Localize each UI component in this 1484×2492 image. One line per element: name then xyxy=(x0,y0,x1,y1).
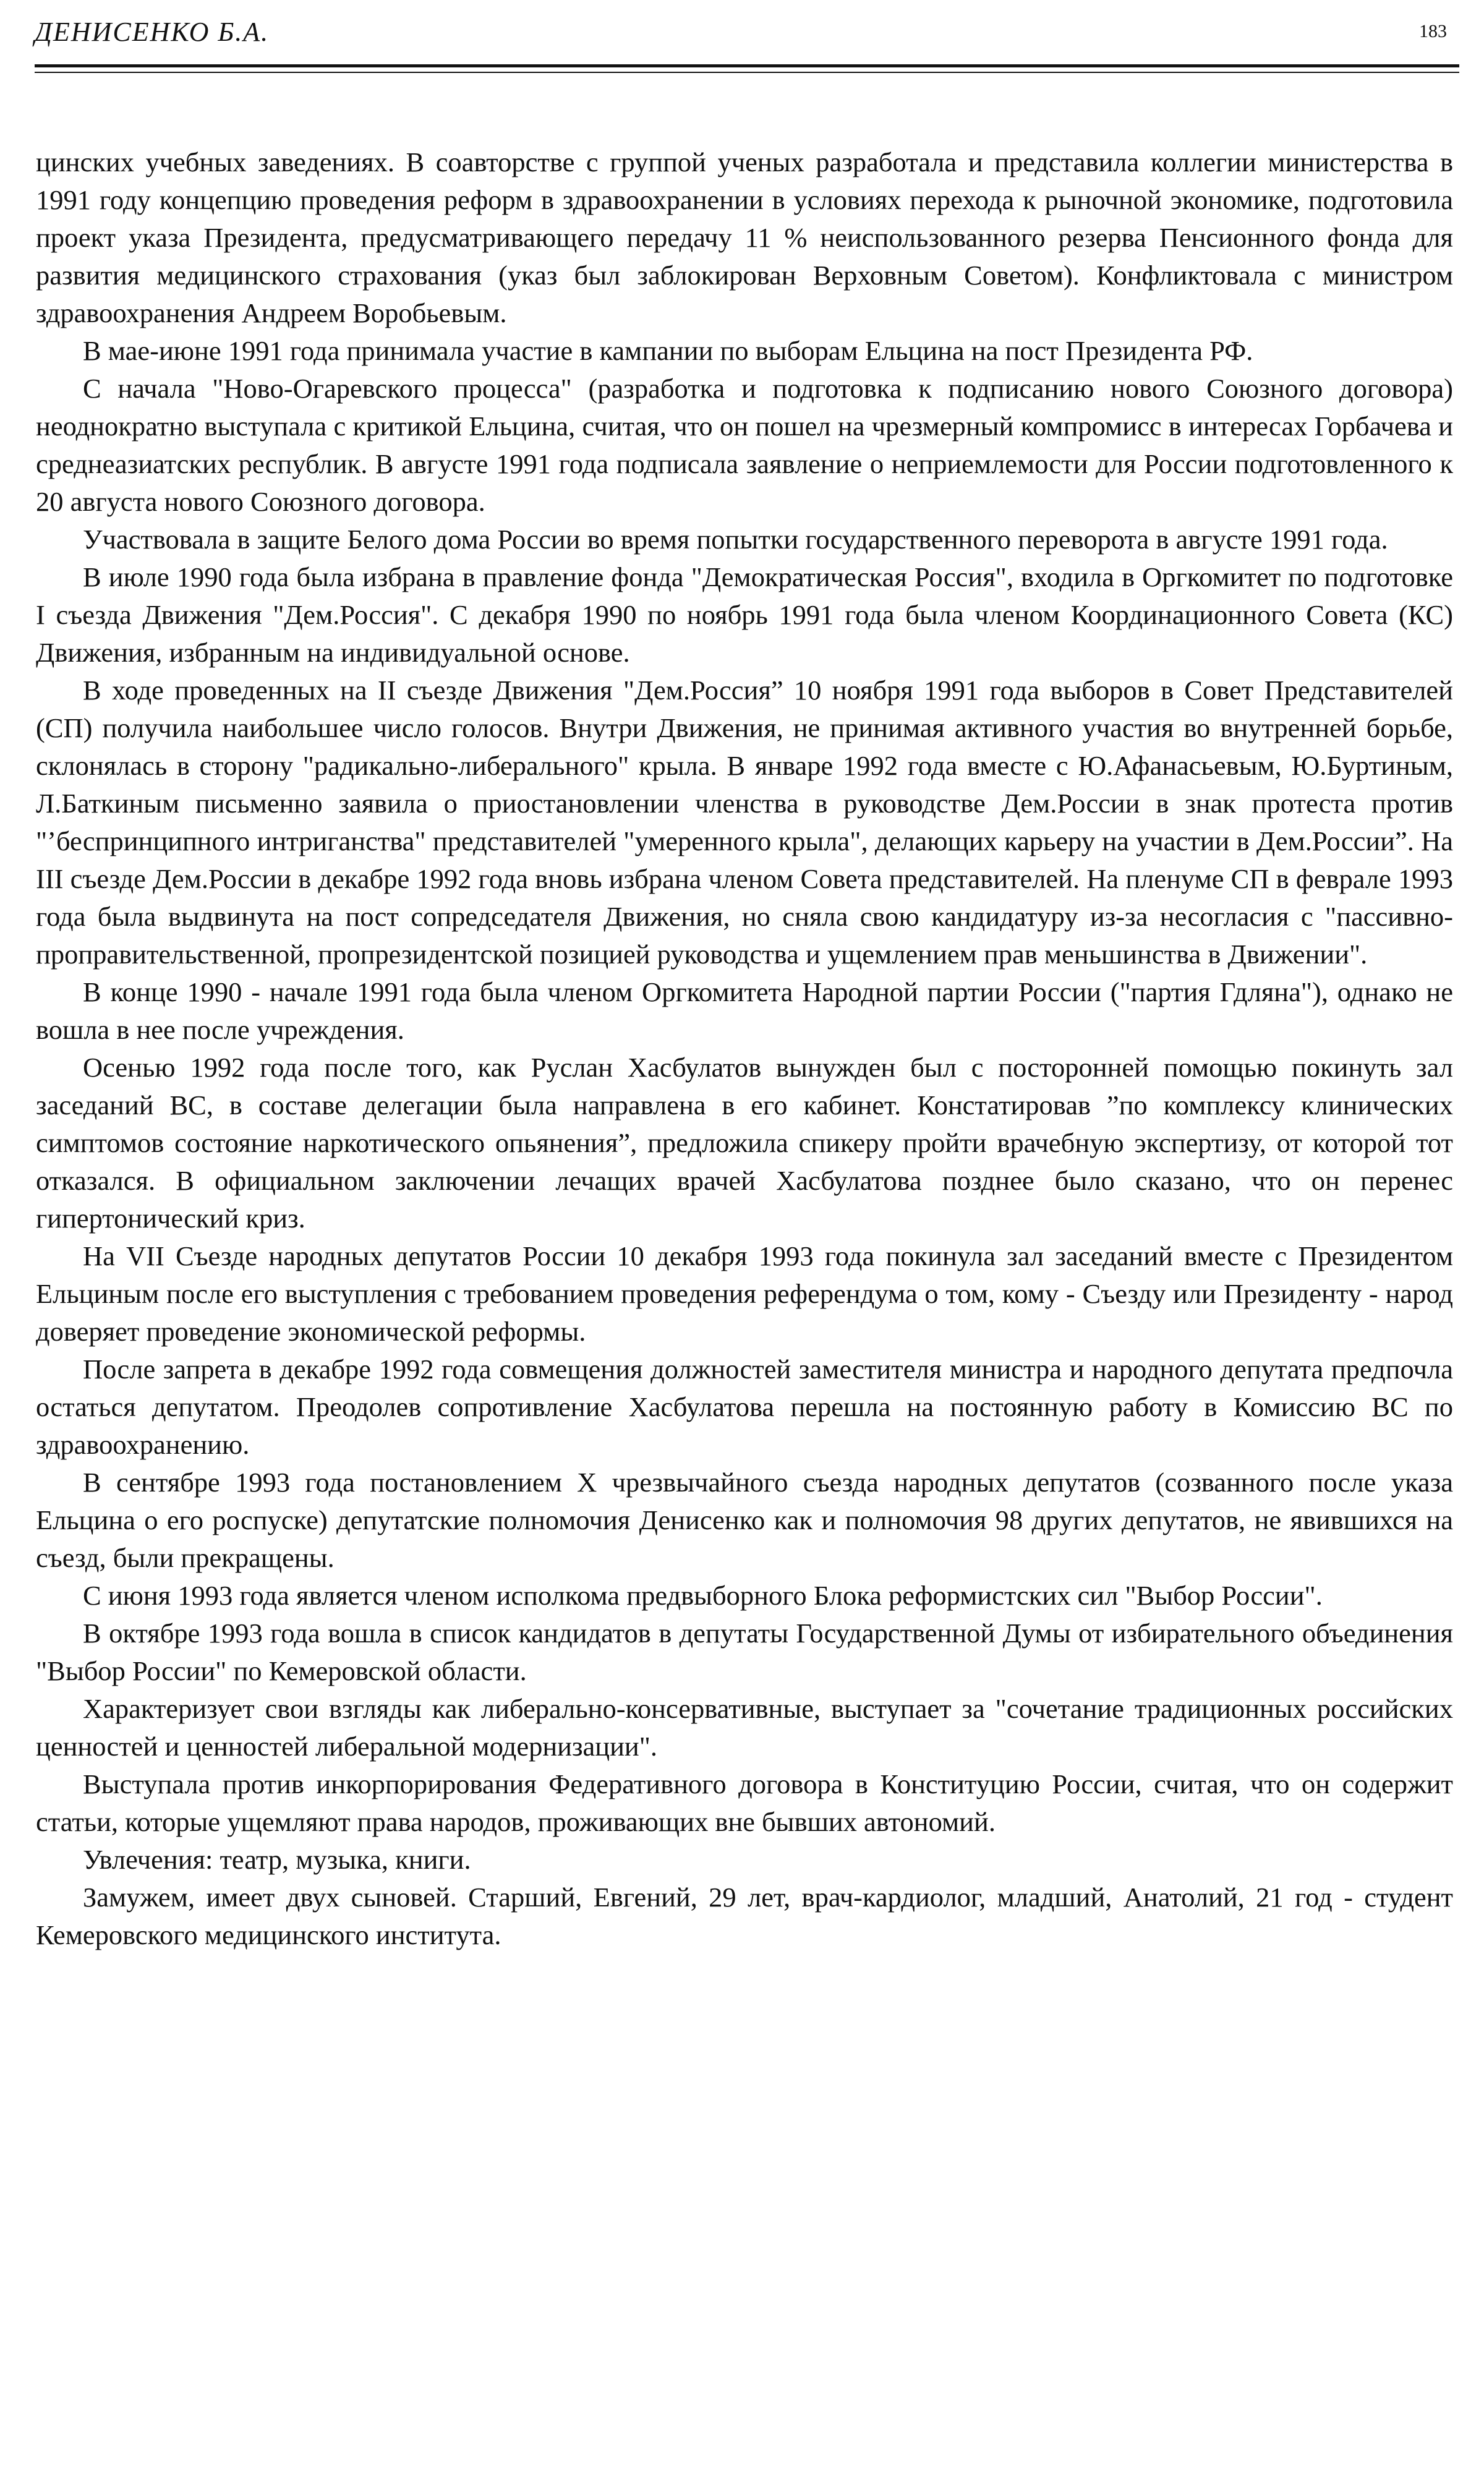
paragraph: В мае-июне 1991 года принимала участие в кампании по выборам Ельцина на пост Президента РФ. xyxy=(83,335,1253,366)
article-body xyxy=(36,143,1453,1954)
paragraph: Увлечения: театр, музыка, книги. xyxy=(83,1844,471,1875)
paragraph: Осенью 1992 года после того, как Руслан Хасбулатов вынужден был с посторонней помощью покинуть зал заседаний ВС, в составе делегации была направлена в его кабинет. Констатировав ”по комплексу клинических симптомов состояние наркотического опьянения”, предложила спикеру пройти врачебную экспертизу, от которой тот отказался. В официальном заключении лечащих врачей Хасбулатова позднее было сказано, что он перенес гипертонический криз. xyxy=(36,1052,1453,1234)
page-number: 183 xyxy=(1419,21,1447,41)
paragraph: Выступала против инкорпорирования Федеративного договора в Конституцию России, считая, что он содержит статьи, которые ущемляют права народов, проживающих вне бывших автономий. xyxy=(36,1769,1453,1837)
header-rule-thick xyxy=(35,64,1459,67)
paragraph: В октябре 1993 года вошла в список кандидатов в депутаты Государственной Думы от избирательного объединения "Выбор России" по Кемеровской области. xyxy=(36,1618,1453,1686)
paragraph: Характеризует свои взгляды как либерально-консервативные, выступает за "сочетание традиционных российских ценностей и ценностей либеральной модернизации". xyxy=(36,1693,1453,1762)
paragraph: Замужем, имеет двух сыновей. Старший, Евгений, 29 лет, врач-кардиолог, младший, Анатолий, 21 год - студент Кемеровского медицинского института. xyxy=(36,1882,1453,1950)
paragraph: На VII Съезде народных депутатов России 10 декабря 1993 года покинула зал заседаний вместе с Президентом Ельциным после его выступления с требованием проведения референдума о том, кому - Съезду или Президенту - народ доверяет проведение экономической реформы. xyxy=(36,1240,1453,1347)
paragraph: С июня 1993 года является членом исполкома предвыборного Блока реформистских сил "Выбор России". xyxy=(83,1580,1323,1611)
paragraph: цинских учебных заведениях. В соавторстве с группой ученых разработала и представила коллегии министерства в 1991 году концепцию проведения реформ в здравоохранении в условиях перехода к рыночной экономике, подготовила проект указа Президента, предусматривающего передачу 11 % неиспользованного резерва Пенсионного фонда для развития медицинского страхования (указ был заблокирован Верховным Советом). Конфликтовала с министром здравоохранения Андреем Воробьевым. xyxy=(36,147,1453,328)
paragraph: После запрета в декабре 1992 года совмещения должностей заместителя министра и народного депутата предпочла остаться депутатом. Преодолев сопротивление Хасбулатова перешла на постоянную работу в Комиссию ВС по здравоохранению. xyxy=(36,1354,1453,1460)
paragraph: В ходе проведенных на II съезде Движения "Дем.Россия” 10 ноября 1991 года выборов в Совет Представителей (СП) получила наибольшее число голосов. Внутри Движения, не принимая активного участия во внутренней борьбе, склонялась в сторону "радикально-либерального" крыла. В январе 1992 года вместе с Ю.Афанасьевым, Ю.Буртиным, Л.Баткиным письменно заявила о приостановлении членства в руководстве Дем.России в знак протеста против "’беспринципного интриганства" представителей "умеренного крыла", делающих карьеру на участии в Дем.России”. На III съезде Дем.России в декабре 1992 года вновь избрана членом Совета представителей. На пленуме СП в феврале 1993 года была выдвинута на пост сопредседателя Движения, но сняла свою кандидатуру из-за несогласия с "пассивно-проправительственной, пропрезидентской позицией руководства и ущемлением прав меньшинства в Движении". xyxy=(36,675,1453,970)
paragraph: Участвовала в защите Белого дома России во время попытки государственного переворота в августе 1991 года. xyxy=(83,524,1388,555)
paragraph: В сентябре 1993 года постановлением X чрезвычайного съезда народных депутатов (созванного после указа Ельцина о его роспуске) депутатские полномочия Денисенко как и полномочия 98 других депутатов, не явившихся на съезд, были прекращены. xyxy=(36,1467,1453,1573)
header-rule-thin xyxy=(35,72,1459,73)
paragraph: С начала "Ново-Огаревского процесса" (разработка и подготовка к подписанию нового Союзного договора) неоднократно выступала с критикой Ельцина, считая, что он пошел на чрезмерный компромисс в интересах Горбачева и среднеазиатских республик. В августе 1991 года подписала заявление о неприемлемости для России подготовленного к 20 августа нового Союзного договора. xyxy=(36,373,1453,517)
paragraph: В конце 1990 - начале 1991 года была членом Оргкомитета Народной партии России ("партия Гдляна"), однако не вошла в нее после учреждения. xyxy=(36,976,1453,1045)
paragraph: В июле 1990 года была избрана в правление фонда "Демократическая Россия", входила в Оргкомитет по подготовке I съезда Движения "Дем.Россия". С декабря 1990 по ноябрь 1991 года была членом Координационного Совета (КС) Движения, избранным на индивидуальной основе. xyxy=(36,561,1453,668)
running-head: ДЕНИСЕНКО Б.А. xyxy=(35,17,270,47)
